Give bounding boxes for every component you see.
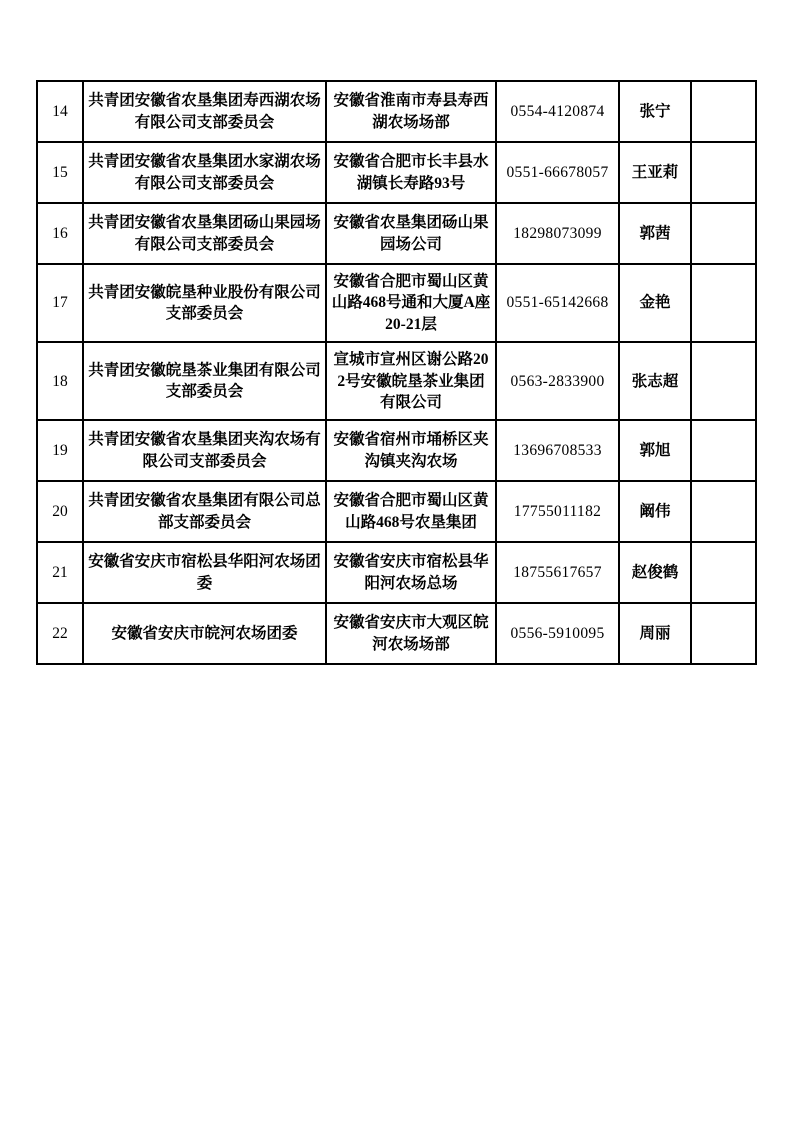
cell-address: 宣城市宣州区谢公路202号安徽皖垦茶业集团有限公司 [326,342,496,420]
cell-row-number: 14 [37,81,83,142]
cell-organization-name: 共青团安徽省农垦集团夹沟农场有限公司支部委员会 [83,420,326,481]
cell-address: 安徽省安庆市大观区皖河农场场部 [326,603,496,664]
cell-address: 安徽省合肥市长丰县水湖镇长寿路93号 [326,142,496,203]
cell-contact-person: 周丽 [619,603,691,664]
cell-contact-person: 张志超 [619,342,691,420]
cell-phone-number: 17755011182 [496,481,619,542]
cell-contact-person: 张宁 [619,81,691,142]
cell-empty-note [691,420,756,481]
cell-empty-note [691,542,756,603]
cell-row-number: 15 [37,142,83,203]
organization-table [36,80,757,665]
cell-empty-note [691,264,756,342]
cell-address: 安徽省合肥市蜀山区黄山路468号通和大厦A座20-21层 [326,264,496,342]
table-row [37,542,756,603]
table-row [37,342,756,420]
cell-address: 安徽省农垦集团砀山果园场公司 [326,203,496,264]
cell-row-number: 21 [37,542,83,603]
cell-row-number: 16 [37,203,83,264]
cell-empty-note [691,203,756,264]
cell-organization-name: 共青团安徽省农垦集团寿西湖农场有限公司支部委员会 [83,81,326,142]
cell-organization-name: 共青团安徽皖垦种业股份有限公司支部委员会 [83,264,326,342]
table-row [37,420,756,481]
cell-row-number: 20 [37,481,83,542]
cell-row-number: 22 [37,603,83,664]
cell-organization-name: 安徽省安庆市皖河农场团委 [83,603,326,664]
table-row [37,81,756,142]
cell-empty-note [691,142,756,203]
cell-empty-note [691,603,756,664]
cell-phone-number: 13696708533 [496,420,619,481]
cell-phone-number: 0563-2833900 [496,342,619,420]
cell-organization-name: 安徽省安庆市宿松县华阳河农场团委 [83,542,326,603]
cell-contact-person: 王亚莉 [619,142,691,203]
cell-address: 安徽省宿州市埇桥区夹沟镇夹沟农场 [326,420,496,481]
table-row [37,603,756,664]
cell-empty-note [691,481,756,542]
table-row [37,203,756,264]
cell-row-number: 19 [37,420,83,481]
cell-phone-number: 0551-65142668 [496,264,619,342]
cell-address: 安徽省淮南市寿县寿西湖农场场部 [326,81,496,142]
cell-row-number: 17 [37,264,83,342]
cell-address: 安徽省合肥市蜀山区黄山路468号农垦集团 [326,481,496,542]
cell-contact-person: 郭茜 [619,203,691,264]
cell-phone-number: 18298073099 [496,203,619,264]
table-body [37,81,756,664]
cell-phone-number: 0551-66678057 [496,142,619,203]
cell-contact-person: 赵俊鹤 [619,542,691,603]
cell-phone-number: 18755617657 [496,542,619,603]
cell-contact-person: 金艳 [619,264,691,342]
cell-empty-note [691,81,756,142]
table-row [37,264,756,342]
cell-phone-number: 0554-4120874 [496,81,619,142]
cell-organization-name: 共青团安徽省农垦集团有限公司总部支部委员会 [83,481,326,542]
cell-contact-person: 阚伟 [619,481,691,542]
cell-organization-name: 共青团安徽省农垦集团砀山果园场有限公司支部委员会 [83,203,326,264]
table-row [37,142,756,203]
cell-organization-name: 共青团安徽皖垦茶业集团有限公司支部委员会 [83,342,326,420]
cell-phone-number: 0556-5910095 [496,603,619,664]
cell-row-number: 18 [37,342,83,420]
cell-organization-name: 共青团安徽省农垦集团水家湖农场有限公司支部委员会 [83,142,326,203]
cell-contact-person: 郭旭 [619,420,691,481]
table-row [37,481,756,542]
cell-empty-note [691,342,756,420]
cell-address: 安徽省安庆市宿松县华阳河农场总场 [326,542,496,603]
